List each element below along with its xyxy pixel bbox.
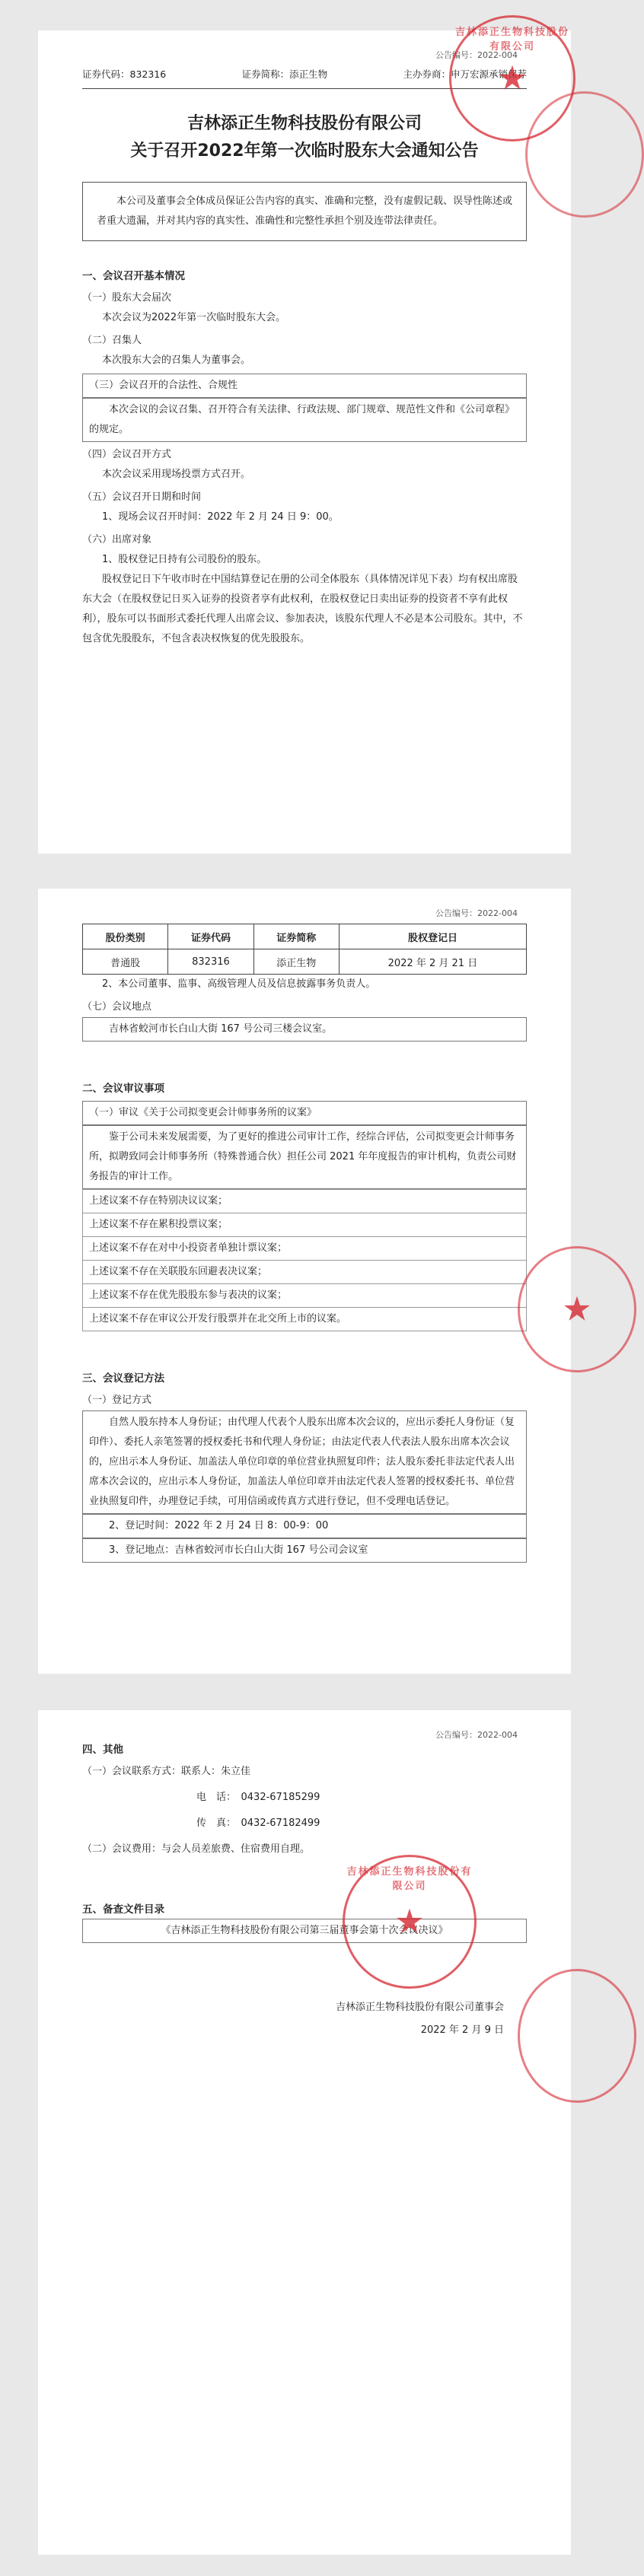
section-5-heading: 五、备查文件目录: [82, 1903, 164, 1916]
table-cell: 普通股: [83, 949, 168, 975]
side-seal: [518, 1246, 636, 1372]
s2-1-text: 鉴于公司未来发展需要，为了更好的推进公司审计工作，经综合评估，公司拟变更会计师事务所，拟聘致同会计师事务所（特殊普通合伙）担任公司 2021 年年度报告的审计机构，负责公司财务报告的审计工作。: [82, 1125, 527, 1189]
s1-6-item1: 1、股权登记日持有公司股份的股东。: [102, 554, 267, 565]
seal-star-icon: ★: [497, 59, 528, 98]
section-2-heading: 二、会议审议事项: [82, 1083, 164, 1095]
meeting-expenses: （二）会议费用：与会人员差旅费、住宿费用自理。: [82, 1843, 311, 1855]
table-header: 股权登记日: [339, 924, 526, 949]
registration-table: [82, 924, 527, 975]
table-header-row: [83, 924, 527, 949]
s1-6-item2: 2、本公司董事、监事、高级管理人员及信息披露事务负责人。: [102, 978, 376, 990]
signature-company: 吉林添正生物科技股份有限公司董事会: [335, 2002, 504, 2013]
s1-5-heading: （五）会议召开日期和时间: [82, 491, 202, 503]
signature-date: 2022 年 2 月 9 日: [420, 2024, 504, 2036]
s1-6-heading: （六）出席对象: [82, 534, 152, 545]
s3-1-heading: （一）登记方式: [82, 1395, 152, 1406]
seal-star-icon: ★: [562, 1290, 592, 1329]
table-cell: 2022 年 2 月 21 日: [339, 949, 526, 975]
document-page-3: [38, 1710, 571, 2555]
table-header: 股份类别: [83, 924, 168, 949]
s1-6-text: 股权登记日下午收市时在中国结算登记在册的公司全体股东（具体情况详见下表）均有权出席股东大会（在股权登记日买入证券的投资者享有此权利，在股权登记日卖出证券的投资者不享有此权利），股东可以书面形式委托代理人出席会议、参加表决，该股东代理人不必是本公司股东。其中，不包含优先股股东，不包含表决权恢复的优先股股东。: [82, 574, 523, 644]
company-seal: [343, 1855, 477, 1989]
document-page-2: [38, 889, 592, 1674]
resolution-notes: [82, 1189, 527, 1331]
announcement-number: 公告编号：2022-004: [435, 50, 518, 60]
s1-4-heading: （四）会议召开方式: [82, 449, 172, 460]
s3-3-text: 3、登记地点：吉林省蛟河市长白山大街 167 号公司会议室: [82, 1538, 527, 1563]
s1-4-text: 本次会议采用现场投票方式召开。: [102, 469, 251, 480]
title-company: 吉林添正生物科技股份有限公司: [187, 114, 422, 133]
note-line: 上述议案不存在关联股东回避表决议案；: [82, 1261, 527, 1284]
announcement-number: 公告编号：2022-004: [435, 908, 518, 918]
s3-1-text: 自然人股东持本人身份证；由代理人代表个人股东出席本次会议的，应出示委托人身份证（复印件）、委托人亲笔签署的授权委托书和代理人身份证；由法定代表人代表法人股东出席本次会议的，应出示本人身份证、加盖法人单位印章的单位营业执照复印件；法人股东委托非法定代表人出席本次会议的，应出示本人身份证，加盖法人单位印章并由法定代表人签署的授权委托书、单位营业执照复印件，办理登记手续，可用信函或传真方式进行登记，但不受理电话登记。: [82, 1410, 527, 1514]
note-line: 上述议案不存在优先股股东参与表决的议案；: [82, 1284, 527, 1308]
s1-3-text: 本次会议的会议召集、召开符合有关法律、行政法规、部门规章、规范性文件和《公司章程》的规定。: [82, 398, 527, 442]
note-line: 上述议案不存在特别决议议案；: [82, 1189, 527, 1213]
reference-document: 《吉林添正生物科技股份有限公司第三届董事会第十次会议决议》: [82, 1919, 527, 1943]
contact-fax: 传 真： 0432-67182499: [196, 1818, 320, 1829]
signature-block: [82, 1996, 527, 2042]
title-subject: 关于召开2022年第一次临时股东大会通知公告: [130, 142, 479, 161]
seal-text: 吉林添正生物科技股份有限公司: [454, 27, 569, 52]
note-line: 上述议案不存在对中小投资者单独计票议案；: [82, 1237, 527, 1261]
s2-1-heading: （一）审议《关于公司拟变更会计师事务所的议案》: [82, 1101, 527, 1125]
table-cell: 添正生物: [253, 949, 339, 975]
document-page-1: [38, 27, 571, 854]
side-seal: [525, 91, 644, 218]
table-cell: 832316: [168, 949, 253, 975]
stock-abbr: 证券简称：添正生物: [241, 68, 328, 80]
table-header: 证券简称: [253, 924, 339, 949]
table-header: 证券代码: [168, 924, 253, 949]
s1-7-text: 吉林省蛟河市长白山大街 167 号公司三楼会议室。: [82, 1017, 527, 1042]
seal-text: 吉林添正生物科技股份有限公司: [346, 1866, 473, 1892]
section-4-heading: 四、其他: [82, 1744, 123, 1756]
table-row: [83, 949, 527, 975]
broker: 主办券商：申万宏源承销保荐: [403, 68, 527, 80]
s1-5-text: 1、现场会议召开时间：2022 年 2 月 24 日 9：00。: [102, 511, 339, 523]
document-title: [82, 110, 527, 165]
announcement-number: 公告编号：2022-004: [435, 1730, 518, 1740]
s1-1-heading: （一）股东大会届次: [82, 292, 172, 304]
note-line: 上述议案不存在累积投票议案；: [82, 1213, 527, 1237]
stock-code: 证券代码：832316: [82, 68, 167, 80]
s1-7-heading: （七）会议地点: [82, 1001, 152, 1013]
contact-person: （一）会议联系方式：联系人：朱立佳: [82, 1766, 251, 1777]
contact-block: [82, 1759, 527, 1862]
s1-3-heading: （三）会议召开的合法性、合规性: [82, 374, 527, 398]
seal-star-icon: ★: [394, 1902, 425, 1942]
s1-2-heading: （二）召集人: [82, 335, 142, 346]
side-seal: [518, 1969, 636, 2103]
section-3-heading: 三、会议登记方法: [82, 1372, 164, 1385]
contact-phone: 电 话： 0432-67185299: [196, 1792, 320, 1803]
s1-1-text: 本次会议为2022年第一次临时股东大会。: [102, 312, 286, 323]
disclaimer-notice: 本公司及董事会全体成员保证公告内容的真实、准确和完整，没有虚假记载、误导性陈述或者重大遗漏，并对其内容的真实性、准确性和完整性承担个别及连带法律责任。: [82, 182, 527, 241]
s3-2-text: 2、登记时间：2022 年 2 月 24 日 8：00-9：00: [82, 1514, 527, 1538]
s1-2-text: 本次股东大会的召集人为董事会。: [102, 355, 251, 366]
note-line: 上述议案不存在审议公开发行股票并在北交所上市的议案。: [82, 1308, 527, 1331]
section-1-heading: 一、会议召开基本情况: [82, 270, 185, 282]
